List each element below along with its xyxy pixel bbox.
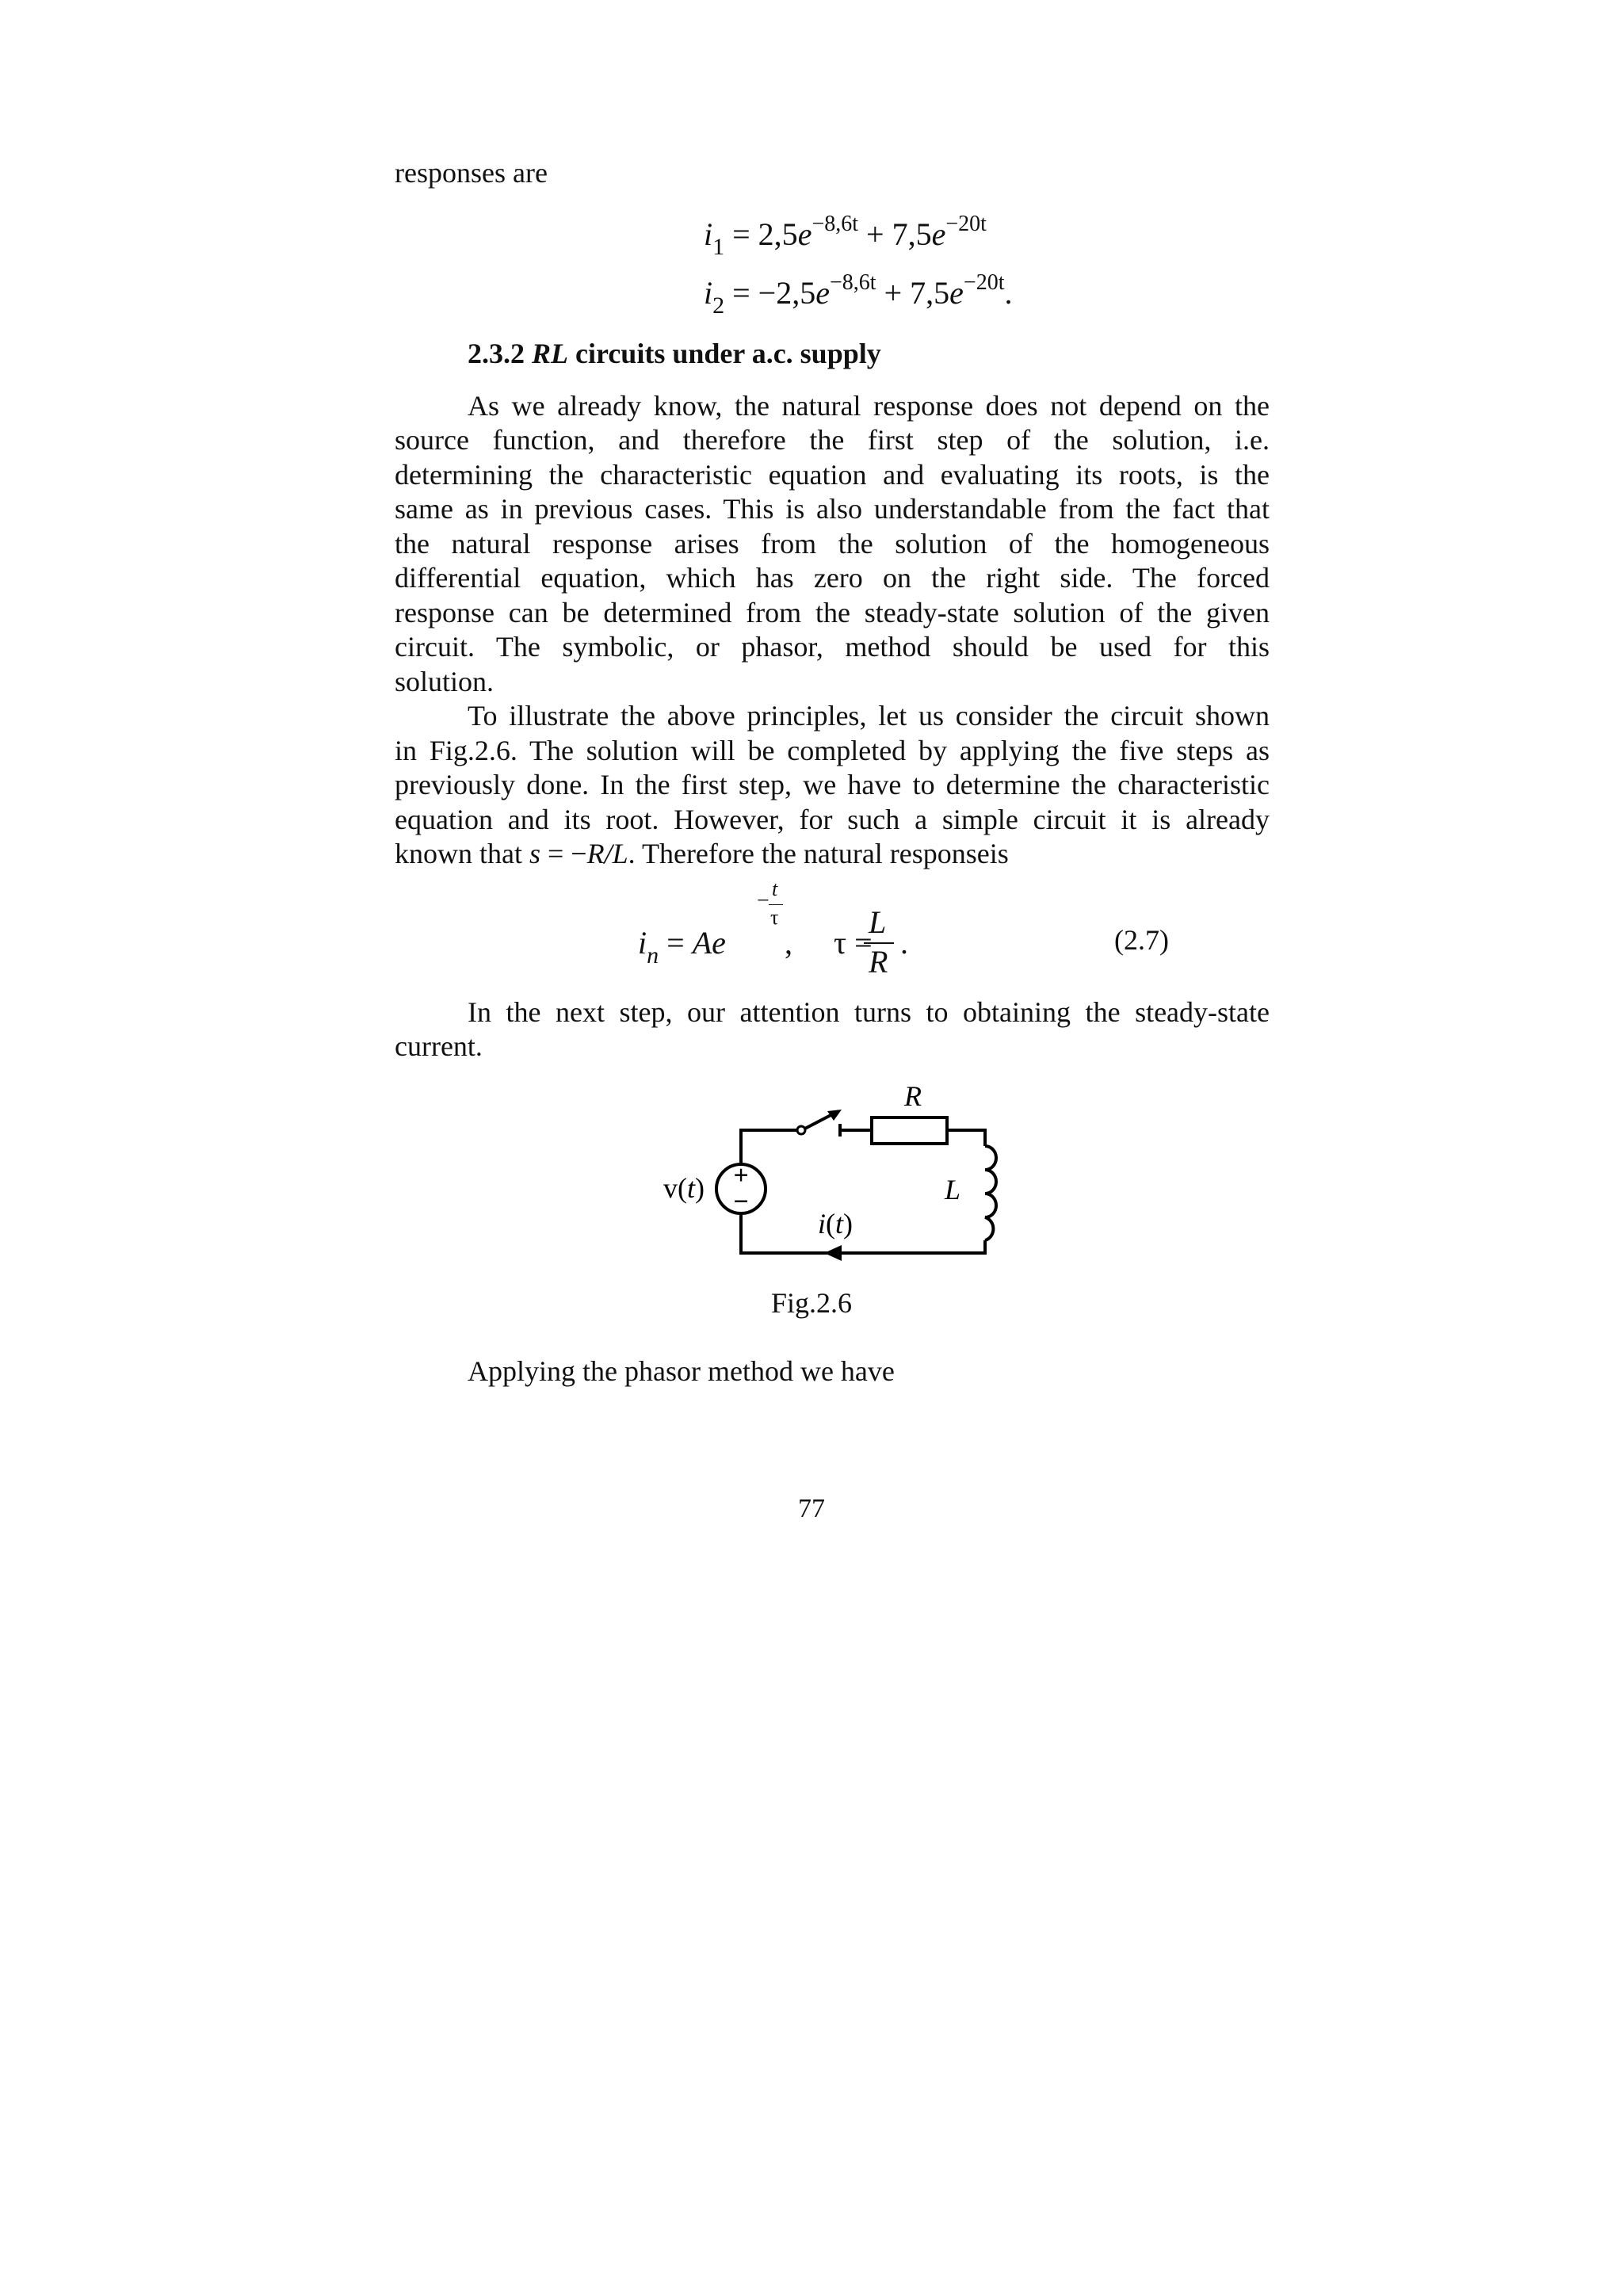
eq-tau-sym: τ [834,925,847,961]
para1-line: circuit. The symbolic, or phasor, method should be used for this [395,631,1270,663]
eq-tau-num: L [869,904,887,940]
para1-line: solution. [395,666,495,697]
eq-i1-sub: 1 [712,234,725,260]
eq-i2-tail: . [1004,275,1013,311]
heading-rest: circuits under a.c. supply [568,338,881,369]
eq-in-eq: = [659,925,693,961]
source-plus: + [733,1161,749,1190]
eq-in-lhs: i [638,925,647,961]
eq-i2-e2: e [949,275,964,311]
eq-i1-exp1: −8,6t [812,212,859,236]
para2-last-math2: R/L [586,838,628,869]
para4-text: Applying the phasor method we have [468,1355,895,1387]
para2-line: previously done. In the first step, we have to determine the characteristic [395,769,1270,800]
eq-in-exp-num: t [772,877,778,900]
heading-number: 2.3.2 [468,338,532,369]
label-i-sym: i [818,1208,827,1240]
para3-line: In the next step, our attention turns to obtaining the steady-state [468,996,1270,1028]
label-l: L [944,1174,961,1205]
inductor-symbol [985,1146,996,1240]
para1-line: response can be determined from the steady-state solution of the given [395,597,1270,628]
label-i-t: t [835,1208,844,1240]
eq-i2-exp2: −20t [963,270,1005,295]
equation-number: (2.7) [1114,924,1169,956]
para2-last-math: s [529,838,540,869]
eq-in-sub: n [647,942,659,968]
eq-in-exp-minus: − [757,888,769,913]
eq-i2-coef2: + 7,5 [876,275,950,311]
para2-last-post: . Therefore the natural responseis [628,838,1009,869]
label-v [663,1172,705,1204]
label-i-open: ( [826,1208,836,1240]
para2-line: in Fig.2.6. The solution will be completed by applying the five steps as [395,735,1270,766]
eq-i1-e2: e [931,216,946,252]
eq-i2-lhs: i [704,275,713,311]
para1-line: same as in previous cases. This is also understandable from the fact that [395,493,1270,525]
switch-pivot [797,1126,805,1134]
label-v-t: t [687,1172,696,1204]
eq-in-exp-den: τ [770,906,779,929]
eq-i1-e1: e [797,216,812,252]
wire-right-top [947,1130,985,1146]
para1-line: determining the characteristic equation and evaluating its roots, is the [395,459,1270,491]
eq-i1-lhs: i [704,216,713,252]
para2-line: To illustrate the above principles, let us consider the circuit shown [468,700,1270,732]
label-v-close: ) [695,1172,705,1204]
eq-in-ae: Ae [692,925,726,961]
para1-line: As we already know, the natural response does not depend on the [468,390,1270,422]
heading-italic: RL [532,338,569,369]
eq-i1-coef1: = 2,5 [724,216,798,252]
current-arrow [824,1245,842,1261]
para2-line: equation and its root. However, for such a simple circuit it is already [395,804,1270,835]
eq-tau-den: R [869,944,888,980]
eq-i2-e1: e [815,275,831,311]
eq-i2-coef1: = −2,5 [724,275,816,311]
eq-i2-sub: 2 [712,292,725,319]
para2-last-mid: = − [540,838,587,869]
para2-last-pre: known that [395,838,529,869]
eq-i1-exp2: −20t [945,212,987,236]
source-minus: − [733,1187,749,1217]
para1-line: the natural response arises from the solution of the homogeneous [395,528,1270,560]
wire-left-top [741,1130,800,1165]
wire-bottom [741,1213,985,1253]
figure-caption: Fig.2.6 [770,1287,853,1319]
eq-i1-coef2: + 7,5 [858,216,932,252]
para3-line: current. [395,1030,483,1062]
eq-tau-eq: = [846,925,873,961]
eq-i2-exp1: −8,6t [830,270,876,295]
label-r: R [904,1080,922,1112]
label-v-prefix: v( [663,1172,687,1204]
label-i-close: ) [843,1208,854,1240]
eq-tau-dot: . [900,925,908,961]
eq-in-comma: , [785,925,792,961]
resistor-symbol [872,1117,947,1144]
page-number: 77 [798,1494,825,1523]
para1-line: differential equation, which has zero on the right side. The forced [395,562,1270,594]
para1-line: source function, and therefore the first step of the solution, i.e. [395,424,1270,456]
intro-text: responses are [395,157,548,189]
label-i [818,1208,853,1240]
